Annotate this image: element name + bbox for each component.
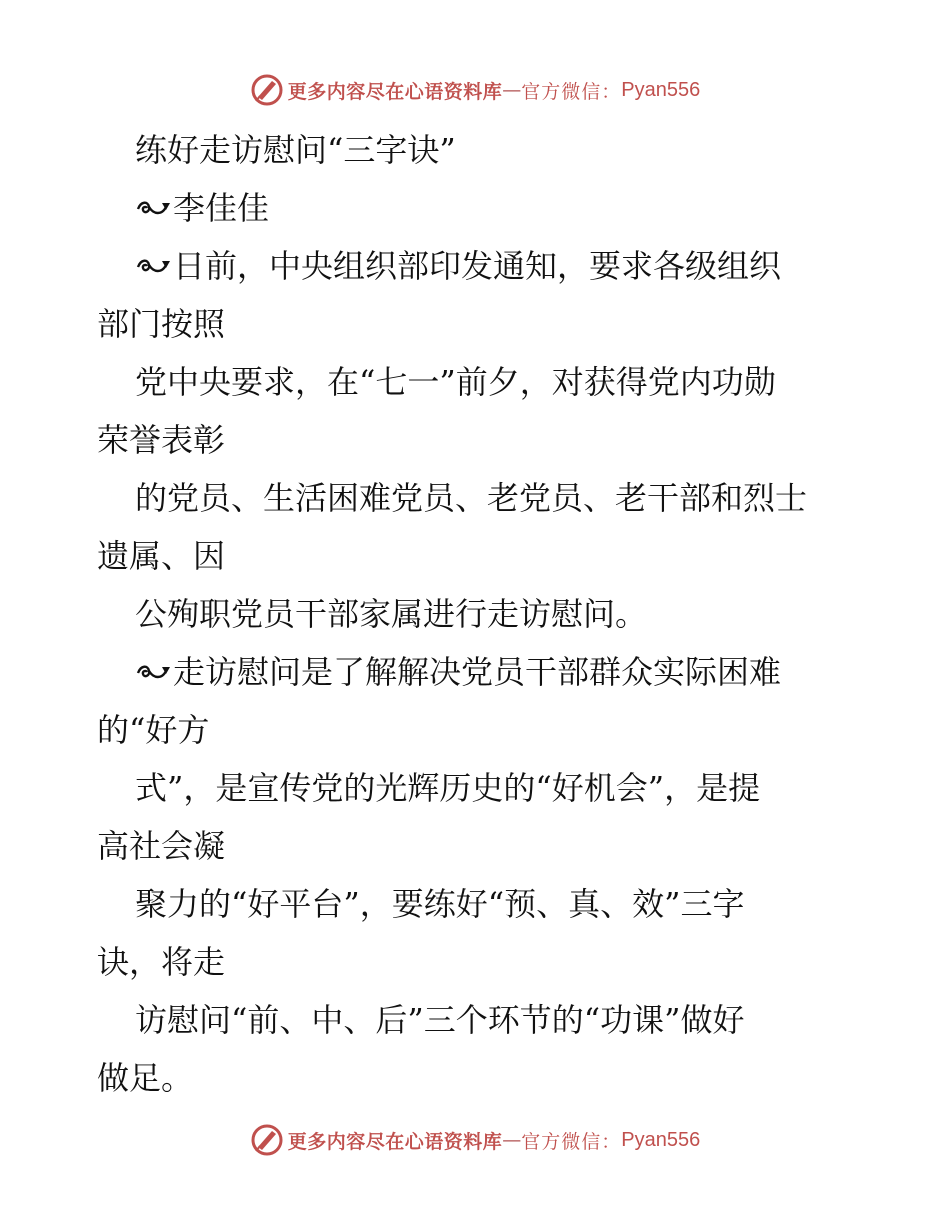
paragraph-line: 遗属、因 [97,537,226,575]
paragraph-text: 日前，中央组织部印发通知，要求各级组织 [173,247,782,285]
header-promo-text: 更多内容尽在心语资料库 [287,80,503,103]
paragraph-line: 党中央要求，在“七一”前夕，对获得党内功勋 [135,363,776,401]
footer-promo-text: 更多内容尽在心语资料库 [287,1130,503,1153]
article-author: 李佳佳 [173,189,270,227]
article-body [97,121,857,1107]
quill-pen-logo-icon [250,1123,284,1157]
quill-pen-logo-icon [250,73,284,107]
footer-wechat-id: Pyan556 [621,1128,701,1151]
header-wechat-id: Pyan556 [621,78,701,101]
ornamental-flourish-icon [135,253,173,279]
paragraph-line: 的“好方 [97,711,210,749]
paragraph-line: 公殉职党员干部家属进行走访慰问。 [135,595,648,633]
header-dash: — [502,79,522,101]
paragraph-line [97,643,857,701]
paragraph-line: 诀，将走 [97,943,226,981]
paragraph-line: 聚力的“好平台”，要练好“预、真、效”三字 [135,885,745,923]
paragraph-line: 高社会凝 [97,827,226,865]
footer-banner [0,1120,950,1160]
paragraph-line: 做足。 [97,1059,194,1097]
header-wechat-label: 官方微信： [521,80,622,103]
footer-dash: — [502,1129,522,1151]
paragraph-line: 的党员、生活困难党员、老党员、老干部和烈士 [135,479,808,517]
ornamental-flourish-icon [135,659,173,685]
paragraph-line: 访慰问“前、中、后”三个环节的“功课”做好 [135,1001,745,1039]
article-title: 练好走访慰问“三字诀” [135,131,456,169]
ornamental-flourish-icon [135,195,173,221]
paragraph-line: 荣誉表彰 [97,421,226,459]
paragraph-line: 部门按照 [97,305,226,343]
article-author-line [97,179,857,237]
paragraph-line: 式”，是宣传党的光辉历史的“好机会”，是提 [135,769,761,807]
paragraph-text: 走访慰问是了解解决党员干部群众实际困难 [173,653,782,691]
footer-wechat-label: 官方微信： [521,1130,622,1153]
header-banner [0,70,950,110]
paragraph-line [97,237,857,295]
